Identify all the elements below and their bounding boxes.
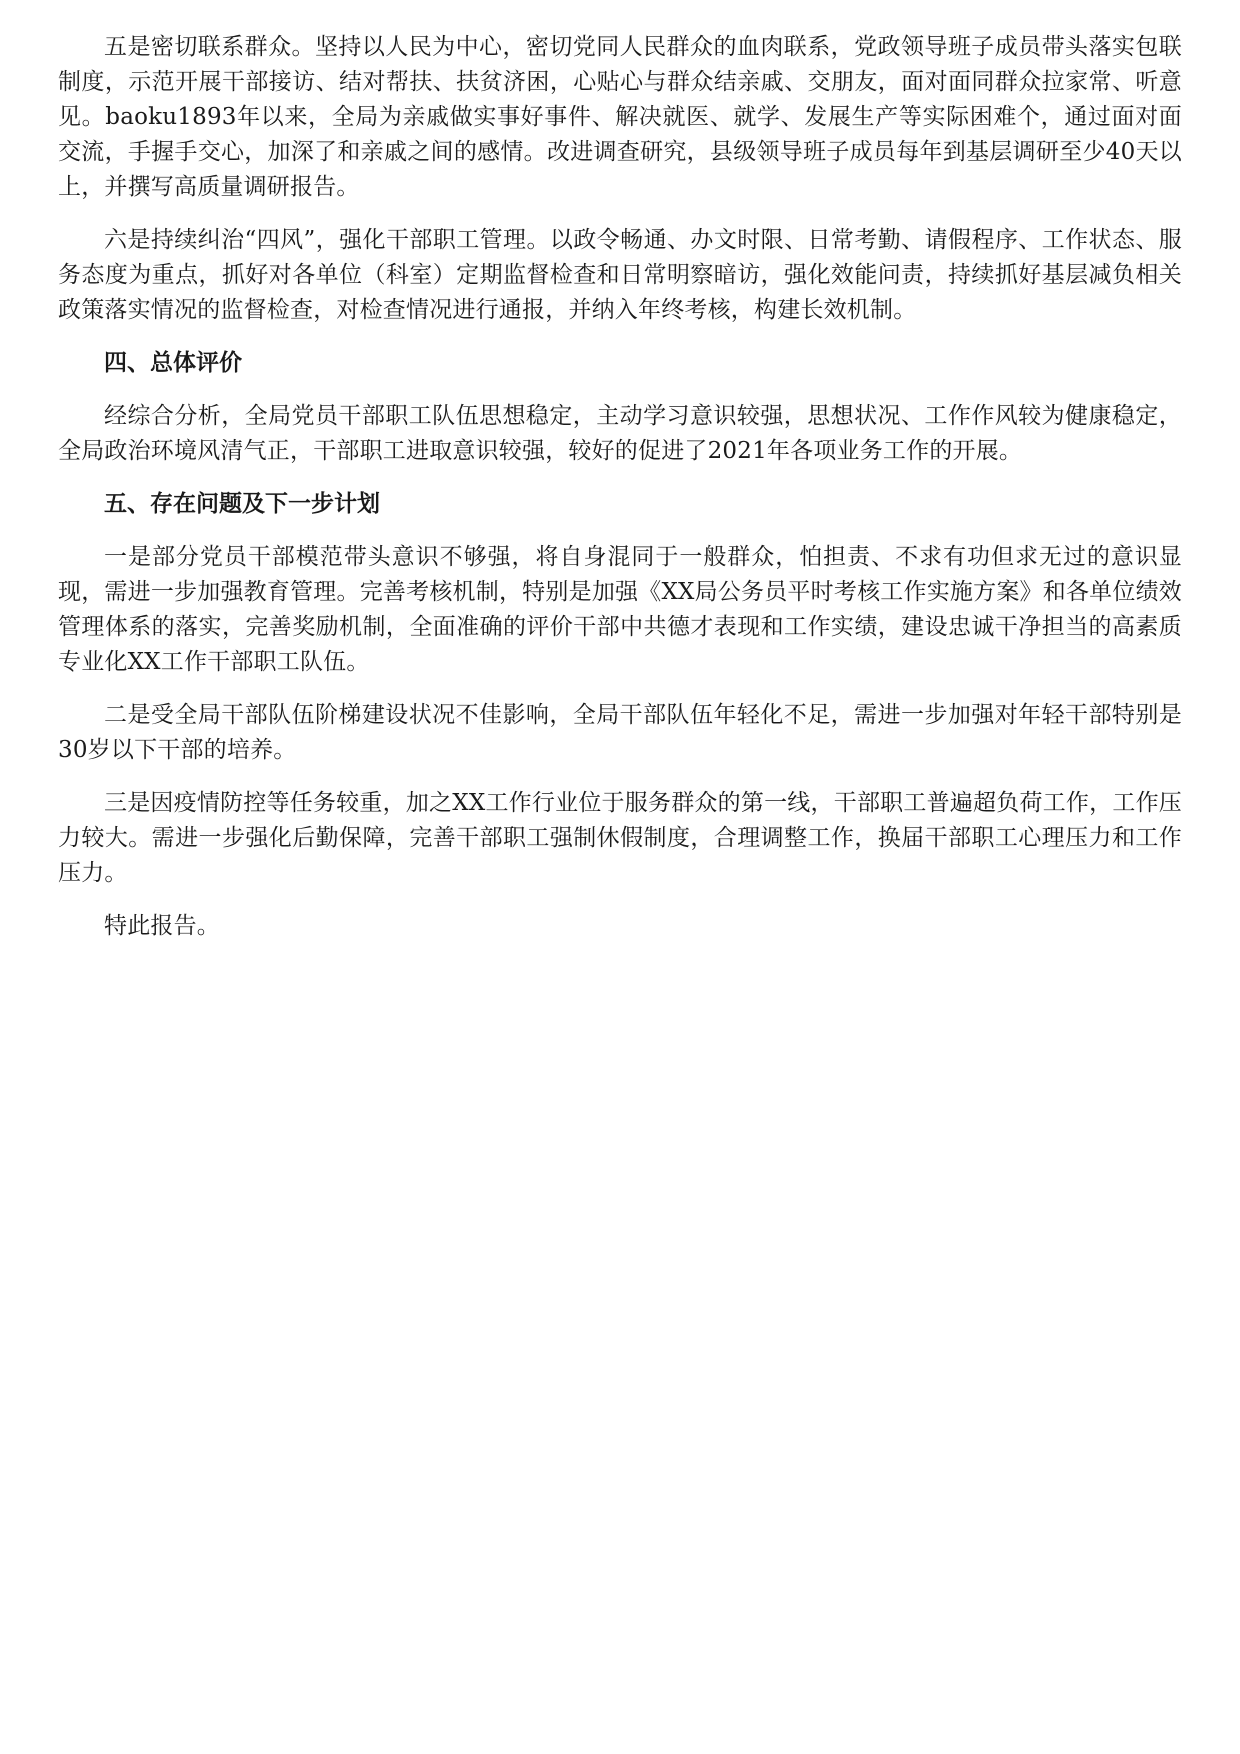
paragraph-closing: 特此报告。 — [104, 913, 220, 939]
heading-overall-evaluation: 四、总体评价 — [104, 350, 242, 376]
paragraph-problem-three: 三是因疫情防控等任务较重，加之XX工作行业位于服务群众的第一线，干部职工普遍超负荷工作，工作压力较大。需进一步强化后勤保障，完善干部职工强制休假制度，合理调整工作，换届干部职工心理压力和工作压力。 — [58, 790, 1182, 886]
paragraph-problem-one: 一是部分党员干部模范带头意识不够强，将自身混同于一般群众，怕担责、不求有功但求无过的意识显现，需进一步加强教育管理。完善考核机制，特别是加强《XX局公务员平时考核工作实施方案》和各单位绩效管理体系的落实，完善奖励机制，全面准确的评价干部中共德才表现和工作实绩，建设忠诚干净担当的高素质专业化XX工作干部职工队伍。 — [58, 544, 1182, 675]
paragraph-overall-evaluation: 经综合分析，全局党员干部职工队伍思想稳定，主动学习意识较强，思想状况、工作作风较为健康稳定，全局政治环境风清气正，干部职工进取意识较强，较好的促进了2021年各项业务工作的开展。 — [58, 403, 1182, 464]
paragraph-four-winds: 六是持续纠治“四风”，强化干部职工管理。以政令畅通、办文时限、日常考勤、请假程序、工作状态、服务态度为重点，抓好对各单位（科室）定期监督检查和日常明察暗访，强化效能问责，持续抓好基层减负相关政策落实情况的监督检查，对检查情况进行通报，并纳入年终考核，构建长效机制。 — [58, 227, 1182, 323]
heading-problems-and-plan: 五、存在问题及下一步计划 — [104, 491, 380, 517]
paragraph-problem-two: 二是受全局干部队伍阶梯建设状况不佳影响，全局干部队伍年轻化不足，需进一步加强对年轻干部特别是30岁以下干部的培养。 — [58, 702, 1182, 763]
paragraph-contact-masses: 五是密切联系群众。坚持以人民为中心，密切党同人民群众的血肉联系，党政领导班子成员带头落实包联制度，示范开展干部接访、结对帮扶、扶贫济困，心贴心与群众结亲戚、交朋友，面对面同群众拉家常、听意见。baoku1893年以来，全局为亲戚做实事好事件、解决就医、就学、发展生产等实际困难个，通过面对面交流，手握手交心，加深了和亲戚之间的感情。改进调查研究，县级领导班子成员每年到基层调研至少40天以上，并撰写高质量调研报告。 — [58, 34, 1182, 200]
document-body — [58, 30, 1182, 962]
